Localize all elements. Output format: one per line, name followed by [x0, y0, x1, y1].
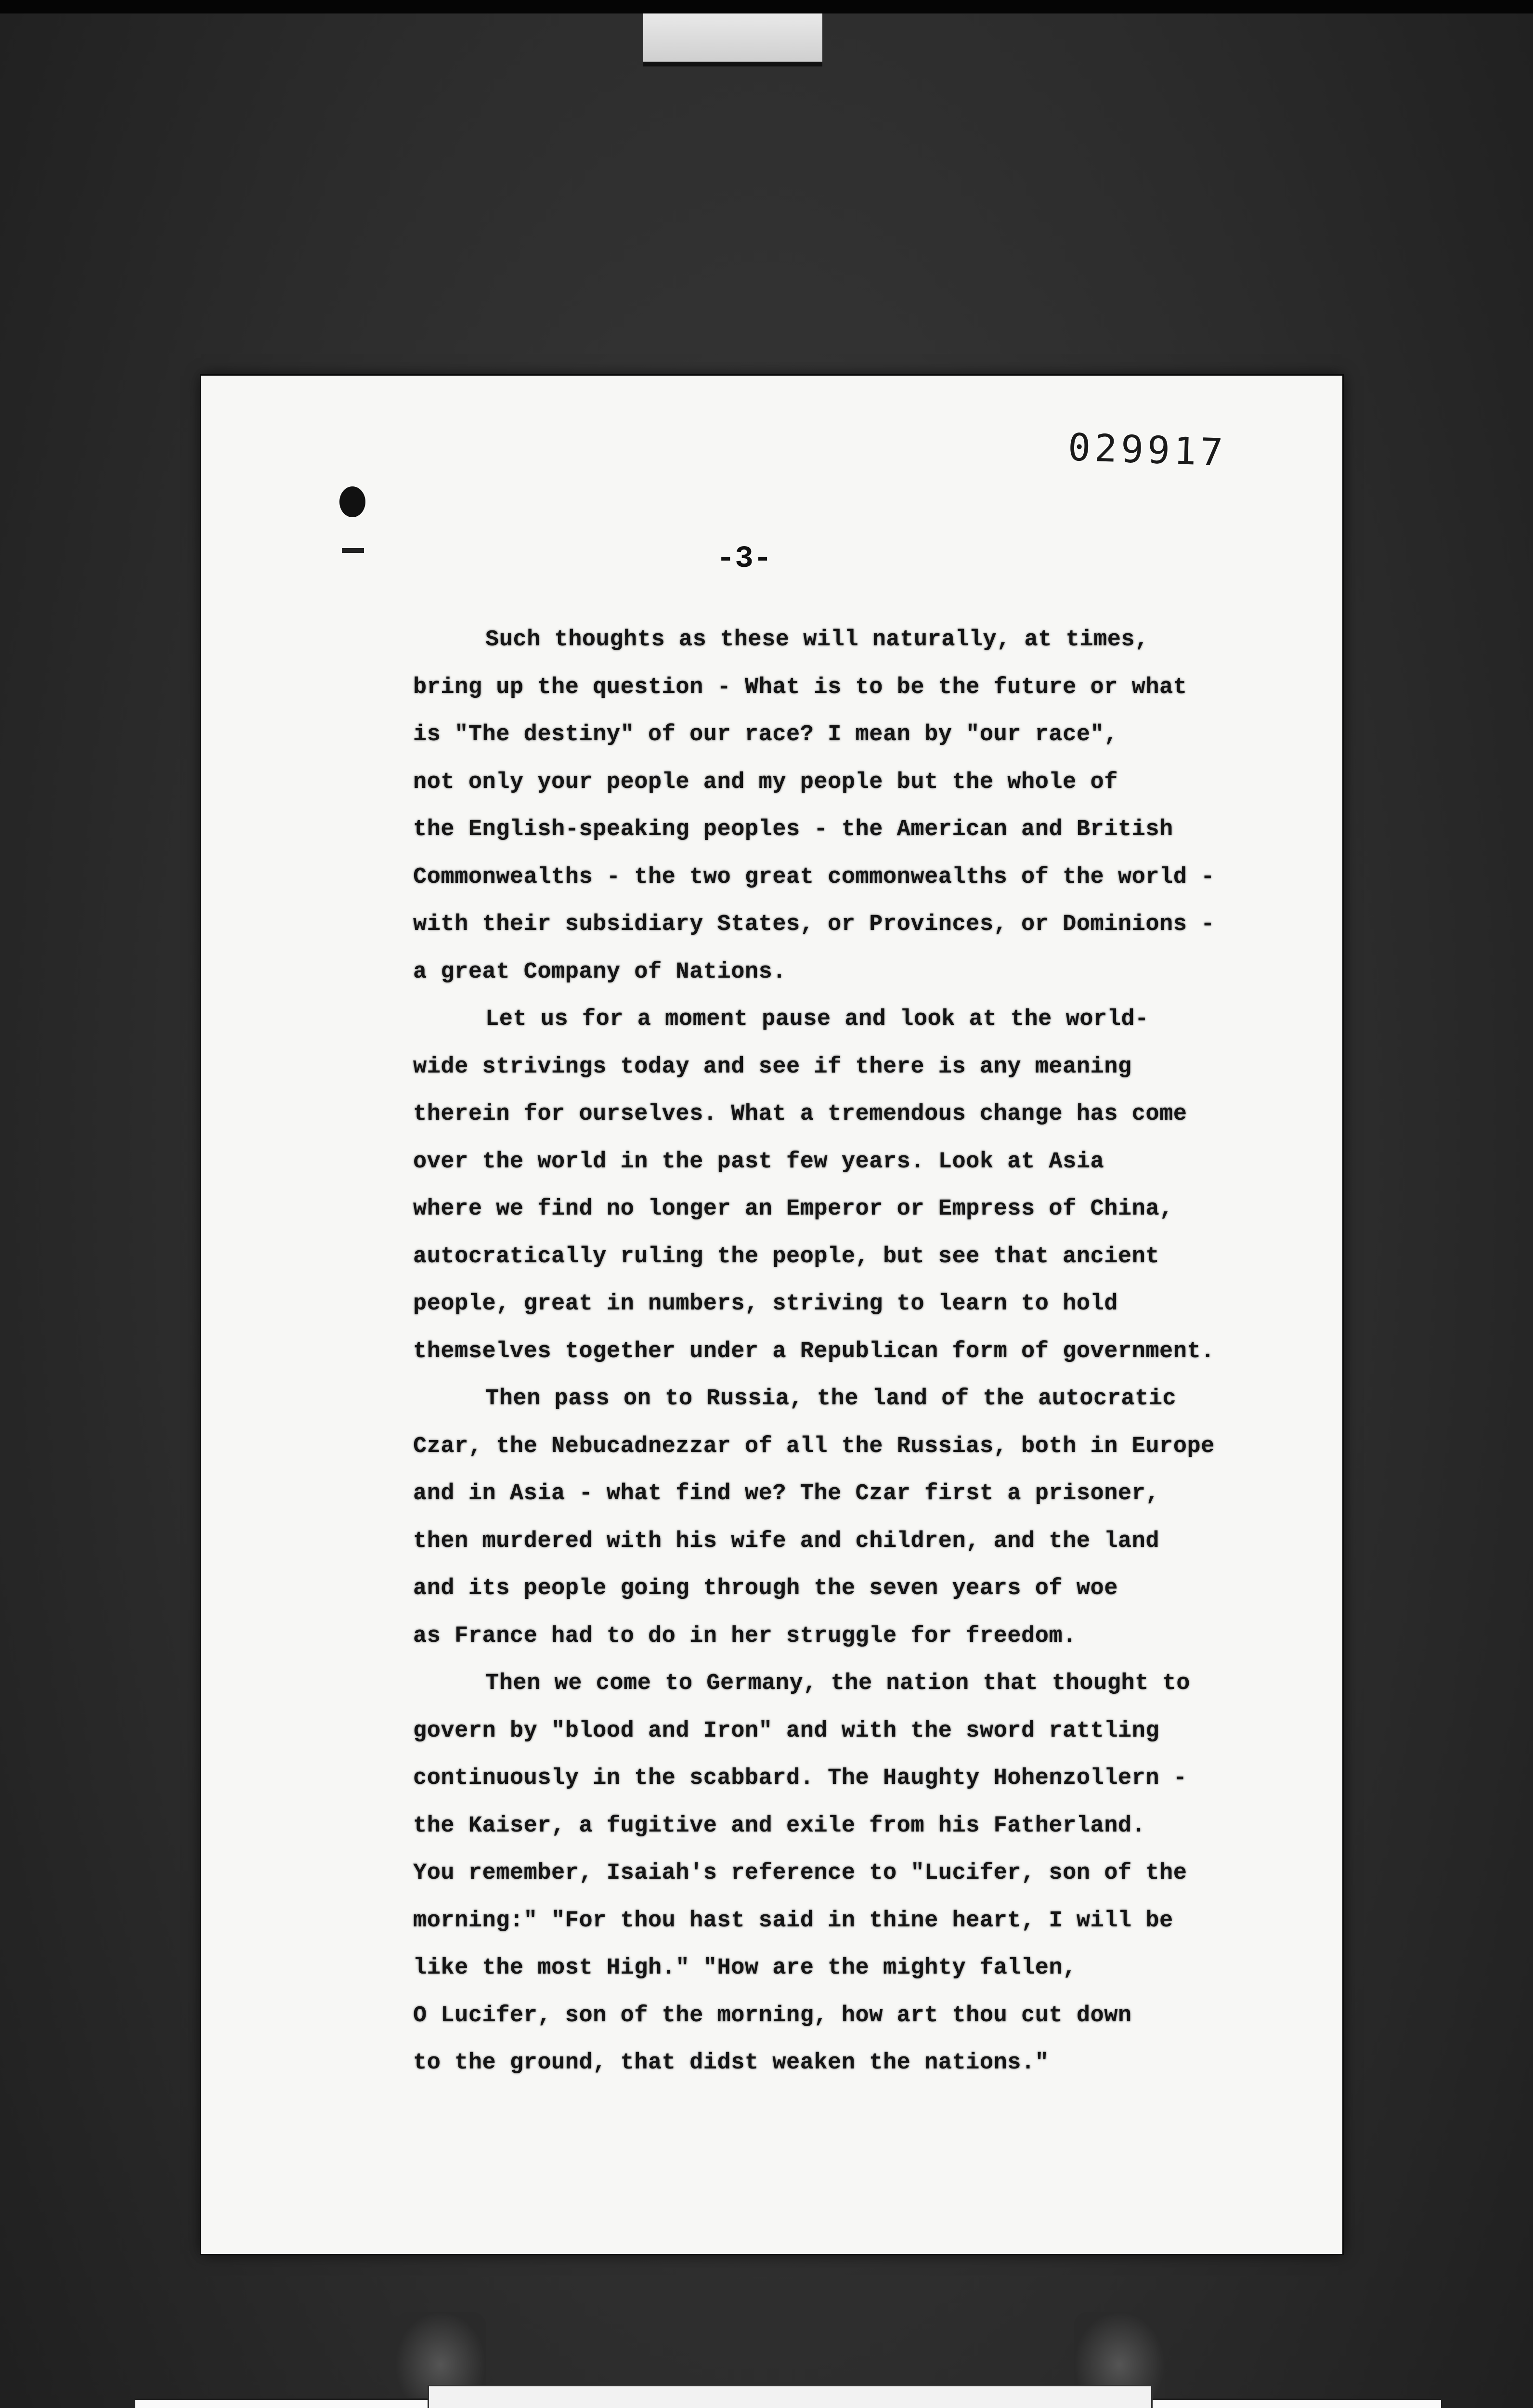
paragraph: Then pass on to Russia, the land of the autocratic Czar, the Nebucadnezzar of all the Russias, both in Europe and in Asia - what find we? The Czar first a prisoner, then murdered with his wife and children, and the land and its people going through the seven years of woe as France had to do in her struggle for freedom.	[413, 1386, 1215, 1649]
paragraph: Then we come to Germany, the nation that thought to govern by "blood and Iron" and with the sword rattling continuously in the scabbard. The Haughty Hohenzollern - the Kaiser, a fugitive and exile from his Fatherland. You remember, Isaiah's reference to "Lucifer, son of the morning:" "For thou hast said in thine heart, I will be like the most High." "How are the mighty fallen, O Lucifer, son of the morning, how art thou cut down to the ground, that didst weaken the nations."	[413, 1671, 1190, 2076]
document-body	[413, 616, 1241, 2087]
paragraph: Such thoughts as these will naturally, at times, bring up the question - What is to be the future or what is "The destiny" of our race? I mean by "our race", not only your people and my people but the whole of the English-speaking peoples - the American and British Commonwealths - the two great commonwealths of the world - with their subsidiary States, or Provinces, or Dominions - a great Company of Nations.	[413, 627, 1215, 985]
document-number: 029917	[1067, 426, 1228, 475]
top-clip	[643, 13, 822, 66]
punch-mark	[342, 548, 364, 553]
punch-hole	[339, 486, 365, 517]
frame-top-edge	[0, 0, 1533, 13]
archive-reference-tab	[428, 2385, 1153, 2408]
paragraph: Let us for a moment pause and look at the world- wide strivings today and see if there is any meaning therein for ourselves. What a tremendous change has come over the world in the past few years. Look at Asia where we find no longer an Emperor or Empress of China, autocratically ruling the people, but see that ancient people, great in numbers, striving to learn to hold themselves together under a Republican form of government.	[413, 1007, 1215, 1364]
page-number: -3-	[716, 542, 772, 576]
document-page	[201, 376, 1342, 2254]
